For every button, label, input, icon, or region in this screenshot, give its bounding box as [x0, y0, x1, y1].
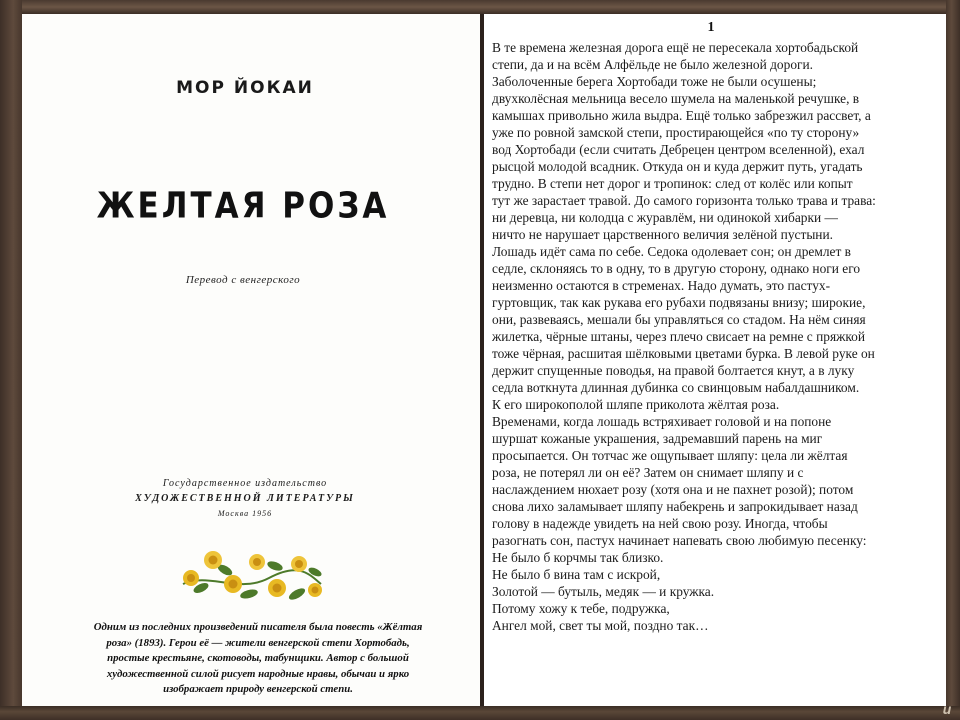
text-line: гуртовщик, так как рукава его рубахи подвязаны внизу; широкие,	[492, 295, 866, 310]
title-page	[22, 14, 480, 706]
publisher-line: Государственное издательство	[162, 478, 328, 489]
text-line: они, развеваясь, мешали бы управляться со стадом. На нём синяя	[492, 312, 866, 327]
publisher-block	[22, 476, 480, 521]
frame-top	[0, 0, 960, 14]
text-line: тут же зарастает травой. До самого горизонта только трава и трава:	[492, 193, 876, 208]
page-number: 1	[707, 20, 715, 35]
text-line: степи, да и на всём Алфёльде не было железной дороги.	[492, 57, 814, 72]
text-line: ни деревца, ни колодца с журавлём, ни одинокой хибарки —	[492, 210, 838, 225]
song-line: Ангел мой, свет ты мой, поздно так…	[492, 618, 709, 633]
text-line: Лошадь идёт сама по себе. Седока одолевает сон; он дремлет в	[492, 244, 851, 259]
text-line: Временами, когда лошадь встряхивает головой и на попоне	[492, 414, 832, 429]
text-line: роза, не потерял ли он её? Затем он снимает шляпу и с	[492, 465, 804, 480]
text-line: голову в надежде увидеть на ней свою розу. Иногда, чтобы	[492, 516, 828, 531]
text-line: Заболоченные берега Хортобади тоже не были осушены;	[492, 74, 817, 89]
text-line: тоже чёрная, расшитая шёлковыми цветами бурка. В левой руке он	[492, 346, 875, 361]
text-line: уже по ровной замской степи, простирающейся «по ту сторону»	[492, 125, 860, 140]
text-line: ничто не нарушает царственного величия зелёной пустыни.	[492, 227, 833, 242]
text-line: наслаждением нюхает розу (хотя она и не пахнет розой); потом	[492, 482, 854, 497]
description-line: простые крестьяне, скотоводы, табунщики. Автор с большой	[107, 652, 409, 664]
text-line: разогнать сон, пастух начинает напевать свою любимую песенку:	[492, 533, 867, 548]
text-line: просыпается. Он тотчас же ощупывает шляпу: цела ли жёлтая	[492, 448, 848, 463]
song-line: Не было б корчмы так близко.	[492, 550, 664, 565]
book-title: ЖЕЛТАЯ РОЗА	[96, 185, 390, 227]
description-line: изображает природу венгерской степи.	[163, 683, 353, 695]
song-line: Золотой — бутыль, медяк — и кружка.	[492, 584, 715, 599]
publisher-name: ХУДОЖЕСТВЕННОЙ ЛИТЕРАТУРЫ	[135, 493, 355, 504]
book-description	[48, 620, 468, 698]
text-page	[484, 14, 946, 706]
text-line: рысцой молодой всадник. Откуда он и куда держит путь, угадать	[492, 159, 863, 174]
text-line: держит спущенные поводья, на правой болтается кнут, а в луку	[492, 363, 855, 378]
translation-note: Перевод с венгерского	[185, 274, 301, 286]
frame-bottom	[0, 706, 960, 720]
song-line: Потому хожу к тебе, подружка,	[492, 601, 670, 616]
publication-place-year: Москва 1956	[217, 509, 273, 518]
text-line: двухколёсная мельница весело шумела на маленькой речушке, в	[492, 91, 860, 106]
text-line: шуршат кожаные украшения, задремавший парень на миг	[492, 431, 823, 446]
text-line: седла воткнута длинная дубинка со свинцовым набалдашником.	[492, 380, 860, 395]
corner-mark: и	[942, 701, 952, 717]
description-line: художественной силой рисует народные нравы, обычаи и ярко	[106, 667, 410, 680]
text-line: жилетка, чёрные штаны, через плечо свисает на ремне с пряжкой	[492, 329, 866, 344]
song-line: Не было б вина там с искрой,	[492, 567, 661, 582]
text-line: В те времена железная дорога ещё не пересекала хортобадьской	[492, 40, 859, 55]
text-line: неизменно остаются в стременах. Надо думать, это пастух-	[492, 278, 831, 293]
text-line: вод Хортобади (если считать Дебрецен центром вселенной), ехал	[492, 142, 865, 157]
description-line: роза» (1893). Герои её — жители венгерской степи Хортобадь,	[106, 636, 410, 649]
text-line: К его широкополой шляпе приколота жёлтая роза.	[492, 397, 780, 412]
frame-left	[0, 0, 22, 720]
stem-icon	[183, 570, 321, 584]
description-line: Одним из последних произведений писателя была повесть «Жёлтая	[93, 621, 423, 633]
chapter-text	[492, 39, 944, 634]
frame-right	[946, 0, 960, 720]
text-line: седле, склоняясь то в одну, то в другую сторону, однако ноги его	[492, 261, 861, 276]
author-name: МОР ЙОКАИ	[176, 78, 314, 98]
text-line: камышах привольно жила выдра. Ещё только забрезжил рассвет, а	[492, 108, 871, 123]
yellow-roses-ornament	[179, 544, 325, 608]
text-line: снова лихо заламывает шляпу набекрень и запрокидывает назад	[492, 499, 858, 514]
text-line: трудно. В степи нет дорог и тропинок: след от колёс или копыт	[492, 176, 853, 191]
